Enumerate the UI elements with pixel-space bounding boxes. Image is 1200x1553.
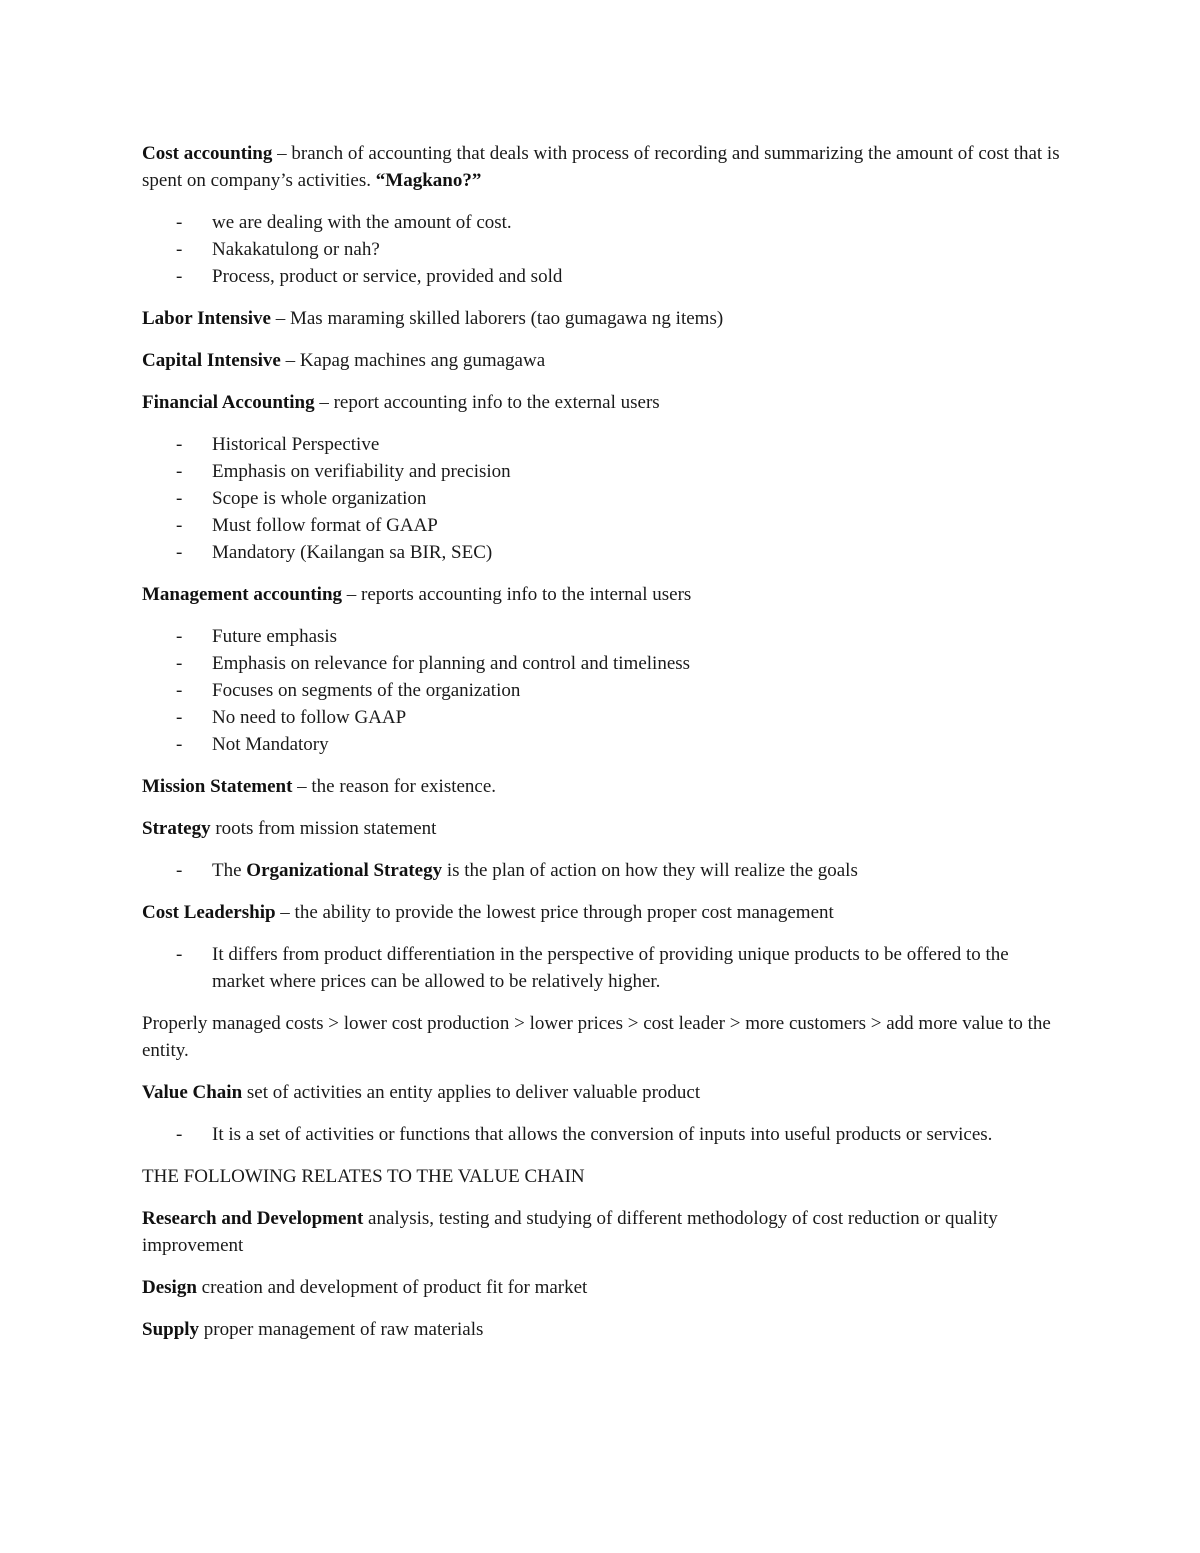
dash-bullet: - [176, 860, 183, 881]
dash-bullet: - [176, 515, 183, 536]
term: Capital Intensive [142, 350, 281, 371]
dash-bullet: - [176, 680, 183, 701]
list-item [142, 512, 1062, 539]
list-item-text: Process, product or service, provided and sold [212, 266, 563, 287]
list-item-text: Historical Perspective [212, 434, 380, 455]
emphasis: “Magkano?” [375, 170, 482, 191]
financial-accounting-list [142, 431, 1062, 566]
term: Supply [142, 1319, 200, 1340]
definition: – branch of accounting that deals with process of recording and summarizing the amount of cost that is spent on company’s activities. [142, 143, 1060, 191]
dash-bullet: - [176, 542, 183, 563]
design-paragraph [142, 1274, 1062, 1301]
definition: – reports accounting info to the internal users [342, 584, 692, 605]
list-item-text: Future emphasis [212, 626, 338, 647]
definition: proper management of raw materials [199, 1319, 484, 1340]
term: Labor Intensive [142, 308, 271, 329]
capital-intensive-paragraph [142, 347, 1062, 374]
list-item [142, 458, 1062, 485]
list-item-text: Not Mandatory [212, 734, 329, 755]
dash-bullet: - [176, 461, 183, 482]
dash-bullet: - [176, 944, 183, 965]
dash-bullet: - [176, 1124, 183, 1145]
financial-accounting-paragraph [142, 389, 1062, 416]
cost-accounting-list [142, 209, 1062, 290]
dash-bullet: - [176, 626, 183, 647]
term: Cost accounting [142, 143, 273, 164]
research-paragraph [142, 1205, 1062, 1259]
term: Mission Statement [142, 776, 293, 797]
value-chain-heading: THE FOLLOWING RELATES TO THE VALUE CHAIN [142, 1166, 585, 1187]
dash-bullet: - [176, 239, 183, 260]
definition: – report accounting info to the external users [314, 392, 660, 413]
list-item [142, 209, 1062, 236]
list-item [142, 650, 1062, 677]
list-item [142, 941, 1062, 995]
term: Design [142, 1277, 197, 1298]
definition: roots from mission statement [210, 818, 437, 839]
list-item [142, 731, 1062, 758]
list-item-text: Nakakatulong or nah? [212, 239, 380, 260]
term: Management accounting [142, 584, 343, 605]
list-item-text: It differs from product differentiation in the perspective of providing unique products to be offered to the market where prices can be allowed to be relatively higher. [212, 944, 1009, 992]
term: Financial Accounting [142, 392, 315, 413]
dash-bullet: - [176, 488, 183, 509]
list-item [142, 485, 1062, 512]
list-item-text: Emphasis on verifiability and precision [212, 461, 511, 482]
value-chain-paragraph [142, 1079, 1062, 1106]
definition: – the reason for existence. [292, 776, 497, 797]
dash-bullet: - [176, 707, 183, 728]
list-item [142, 236, 1062, 263]
definition: set of activities an entity applies to deliver valuable product [242, 1082, 701, 1103]
value-chain-list [142, 1121, 1062, 1148]
term: Cost Leadership [142, 902, 276, 923]
management-accounting-paragraph [142, 581, 1062, 608]
list-item [142, 677, 1062, 704]
document-body [142, 140, 1062, 1358]
list-item-text: Scope is whole organization [212, 488, 427, 509]
list-item-text: Focuses on segments of the organization [212, 680, 521, 701]
definition: analysis, testing and studying of different methodology of cost reduction or quality improvement [142, 1208, 998, 1256]
definition: creation and development of product fit for market [196, 1277, 588, 1298]
strategy-paragraph [142, 815, 1062, 842]
term: Strategy [142, 818, 211, 839]
list-item-text: is the plan of action on how they will realize the goals [442, 860, 858, 881]
list-item-text: The [212, 860, 247, 881]
term: Value Chain [142, 1082, 243, 1103]
managed-costs-paragraph: Properly managed costs > lower cost production > lower prices > cost leader > more customers > add more value to the entity. [142, 1013, 1051, 1061]
list-item-text: Emphasis on relevance for planning and control and timeliness [212, 653, 691, 674]
dash-bullet: - [176, 212, 183, 233]
definition: – the ability to provide the lowest price through proper cost management [275, 902, 834, 923]
management-accounting-list [142, 623, 1062, 758]
dash-bullet: - [176, 653, 183, 674]
dash-bullet: - [176, 434, 183, 455]
list-item [142, 704, 1062, 731]
cost-leadership-list [142, 941, 1062, 995]
list-item [142, 539, 1062, 566]
list-item-text: we are dealing with the amount of cost. [212, 212, 512, 233]
strategy-list [142, 857, 1062, 884]
list-item-text: Mandatory (Kailangan sa BIR, SEC) [212, 542, 493, 563]
list-item [142, 431, 1062, 458]
cost-leadership-paragraph [142, 899, 1062, 926]
list-item [142, 857, 1062, 884]
list-item-text: It is a set of activities or functions that allows the conversion of inputs into useful products or services. [212, 1124, 993, 1145]
mission-statement-paragraph [142, 773, 1062, 800]
list-item-text: Must follow format of GAAP [212, 515, 438, 536]
term: Organizational Strategy [246, 860, 443, 881]
dash-bullet: - [176, 266, 183, 287]
list-item-text: No need to follow GAAP [212, 707, 407, 728]
supply-paragraph [142, 1316, 1062, 1343]
dash-bullet: - [176, 734, 183, 755]
list-item [142, 263, 1062, 290]
list-item [142, 1121, 1062, 1148]
term: Research and Development [142, 1208, 364, 1229]
definition: – Kapag machines ang gumagawa [280, 350, 546, 371]
cost-accounting-paragraph [142, 140, 1062, 194]
labor-intensive-paragraph [142, 305, 1062, 332]
definition: – Mas maraming skilled laborers (tao gumagawa ng items) [270, 308, 724, 329]
list-item [142, 623, 1062, 650]
